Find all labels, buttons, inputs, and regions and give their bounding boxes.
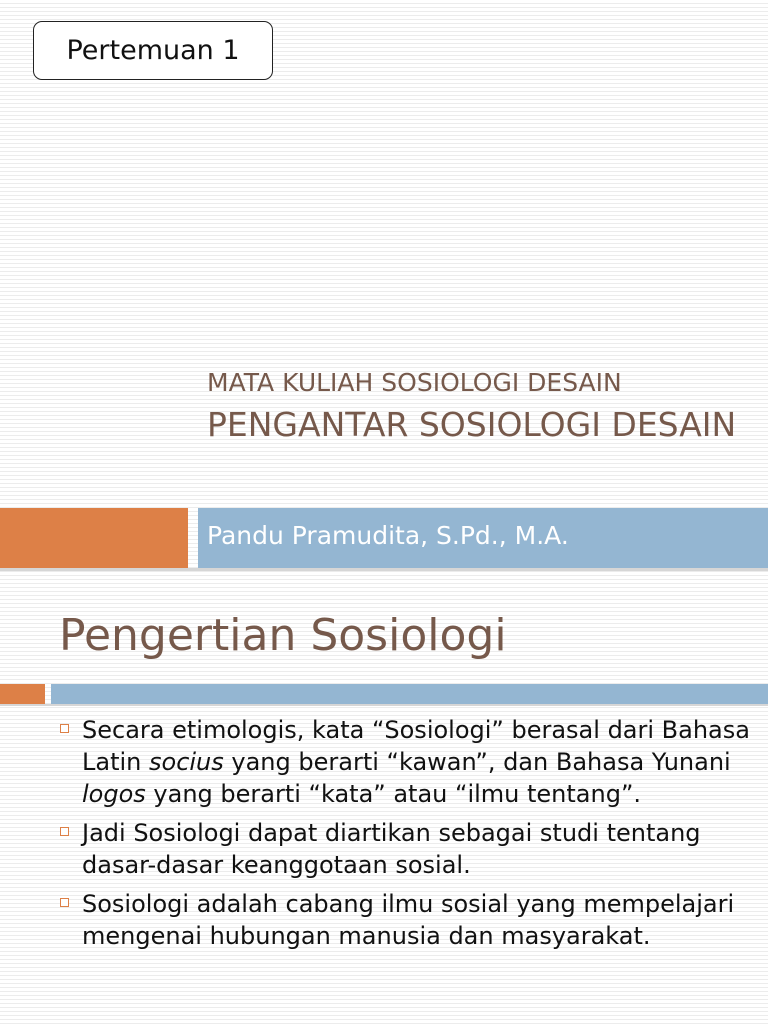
bullet-text: yang berarti “kawan”, dan Bahasa Yunani (223, 748, 731, 776)
presenter-name: Pandu Pramudita, S.Pd., M.A. (207, 521, 569, 550)
accent-bar-blue-thin (51, 684, 768, 704)
hollow-square-bullet-icon (60, 898, 69, 907)
slide-title: PENGANTAR SOSIOLOGI DESAIN (207, 405, 737, 444)
bullet-item (59, 714, 759, 810)
latin-term: socius (149, 748, 224, 776)
bar-shadow (0, 568, 768, 571)
accent-bar-orange-small (0, 684, 45, 704)
section-title: Pengertian Sosiologi (59, 610, 507, 661)
bar-shadow (0, 704, 768, 706)
bullet-text: Jadi Sosiologi dapat diartikan sebagai studi tentang dasar-dasar keanggotaan sosial. (82, 819, 701, 879)
accent-bar-orange (0, 508, 188, 568)
bullet-list (59, 714, 759, 959)
bullet-text: Sosiologi adalah cabang ilmu sosial yang mempelajari mengenai hubungan manusia dan masyarakat. (82, 890, 735, 950)
bullet-item (59, 817, 759, 881)
bullet-text: Secara etimologis, kata “Sosiologi” berasal dari Bahasa Latin (82, 716, 750, 776)
meeting-badge (33, 21, 273, 80)
greek-term: logos (82, 780, 146, 808)
hollow-square-bullet-icon (60, 724, 69, 733)
bullet-text: yang berarti “kata” atau “ilmu tentang”. (145, 780, 642, 808)
bullet-item (59, 888, 759, 952)
hollow-square-bullet-icon (60, 827, 69, 836)
course-name: MATA KULIAH SOSIOLOGI DESAIN (207, 368, 622, 397)
meeting-badge-label: Pertemuan 1 (66, 35, 240, 66)
